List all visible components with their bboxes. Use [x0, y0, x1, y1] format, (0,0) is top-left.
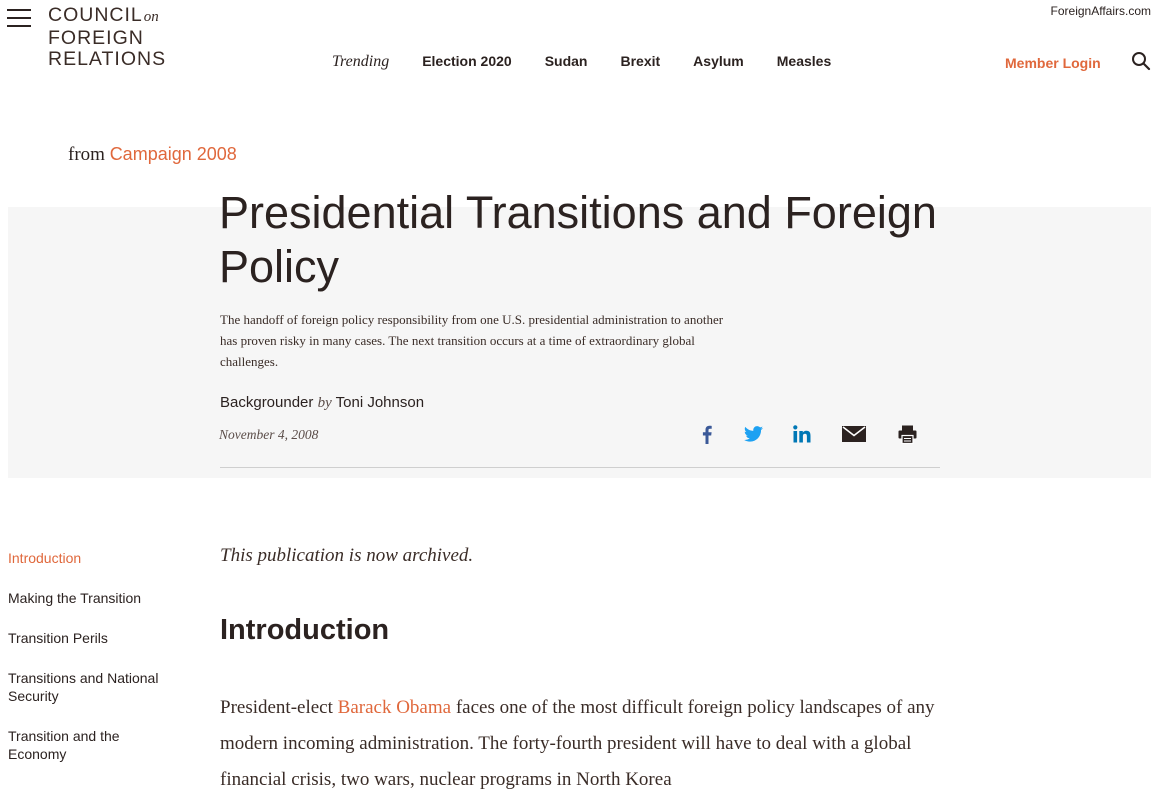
- hero-divider: [220, 467, 940, 468]
- facebook-icon[interactable]: [698, 423, 716, 445]
- hamburger-menu-icon[interactable]: [7, 9, 31, 29]
- logo-line-1-suffix: on: [143, 9, 159, 25]
- series-link[interactable]: Campaign 2008: [109, 144, 237, 164]
- print-icon[interactable]: [896, 423, 918, 445]
- para-text-rest: faces one of the most difficult foreign policy landscapes of any modern incoming administration. The forty-fourth president will have to deal with a global financial crisis, two wars, nuclear programs in North Korea: [220, 697, 935, 790]
- trending-nav: [332, 53, 864, 71]
- toc-item-transition-economy[interactable]: Transition and the Economy: [8, 728, 120, 762]
- logo-line-1: COUNCIL: [48, 4, 143, 26]
- trending-label: Trending: [332, 53, 390, 70]
- logo-line-2: FOREIGN: [48, 27, 144, 49]
- nav-item-asylum[interactable]: Asylum: [693, 53, 744, 69]
- section-heading: Introduction: [220, 614, 390, 646]
- nav-item-sudan[interactable]: Sudan: [544, 53, 588, 69]
- archived-notice: This publication is now archived.: [220, 545, 474, 566]
- content-type[interactable]: Backgrounder: [220, 394, 314, 411]
- toc-item-making-the-transition[interactable]: Making the Transition: [8, 590, 142, 606]
- toc-item-introduction[interactable]: Introduction: [8, 550, 82, 566]
- intro-paragraph: [220, 690, 940, 795]
- nav-item-election-2020[interactable]: Election 2020: [422, 53, 512, 69]
- linkedin-icon[interactable]: [791, 423, 813, 445]
- barack-obama-link[interactable]: Barack Obama: [337, 697, 452, 718]
- logo-line-3: RELATIONS: [48, 48, 167, 70]
- byline: [220, 394, 424, 412]
- article-summary: The handoff of foreign policy responsibility from one U.S. presidential administration to another has proven risky in many cases. The next transition occurs at a time of extraordinary global challenges.: [220, 312, 724, 369]
- toc-item-transitions-national-security[interactable]: Transitions and National Security: [8, 670, 159, 704]
- member-login-link[interactable]: Member Login: [1005, 55, 1101, 71]
- foreign-affairs-link[interactable]: ForeignAffairs.com: [1050, 4, 1151, 18]
- email-icon[interactable]: [841, 423, 867, 445]
- byline-by: by: [317, 395, 332, 411]
- series-line: [68, 144, 237, 166]
- series-prefix: from: [68, 144, 105, 165]
- toc-item-transition-perils[interactable]: Transition Perils: [8, 630, 108, 646]
- twitter-icon[interactable]: [742, 423, 764, 445]
- page-title: Presidential Transitions and Foreign Policy: [219, 187, 937, 292]
- publication-date: November 4, 2008: [219, 427, 319, 442]
- cfr-logo[interactable]: [48, 5, 166, 70]
- search-icon[interactable]: [1131, 51, 1151, 71]
- para-text-start: President-elect: [220, 697, 338, 718]
- nav-item-measles[interactable]: Measles: [776, 53, 832, 69]
- author-link[interactable]: Toni Johnson: [335, 394, 425, 411]
- nav-item-brexit[interactable]: Brexit: [620, 53, 661, 69]
